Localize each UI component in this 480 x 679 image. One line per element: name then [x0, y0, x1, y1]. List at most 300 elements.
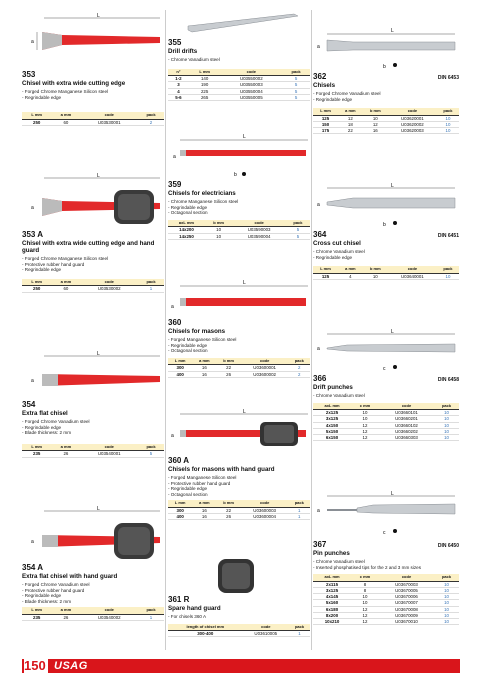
feature: - Chrome Manganese Silicon steel	[168, 199, 239, 204]
table-cell: 5-6	[168, 94, 189, 100]
table-cell: 10	[434, 416, 459, 422]
col-header: n°	[168, 69, 189, 76]
table-cell: 400	[168, 514, 192, 520]
table-cell: U03670005	[379, 587, 434, 593]
table-cell: 1-2	[168, 76, 189, 82]
table-cell: 10	[434, 435, 459, 441]
col-header: pack	[289, 624, 310, 631]
table-cell: 10	[434, 600, 459, 606]
table-row	[22, 614, 164, 620]
spec-table	[168, 358, 310, 378]
feature-list	[168, 199, 310, 216]
table-cell: 18	[338, 121, 363, 127]
feature-list	[313, 249, 459, 260]
feature: - Octagonal section	[168, 491, 208, 497]
din-standard: DIN 6458	[437, 377, 459, 383]
chisel-360A-image	[168, 406, 310, 456]
feature-list	[168, 57, 310, 63]
dim-label-b: b	[383, 222, 386, 228]
spec-table	[22, 444, 164, 458]
table-cell: 2	[289, 371, 310, 377]
product-367	[313, 486, 459, 625]
drift-355-image	[168, 10, 310, 38]
table-row	[22, 451, 164, 457]
spec-table	[313, 403, 459, 442]
product-353	[22, 10, 164, 126]
feature: - Forged Chrome Manganese Silicon steel	[22, 89, 109, 94]
table-cell: 10	[434, 428, 459, 434]
dim-label-c: c	[383, 530, 386, 536]
col-header: c mm	[351, 403, 379, 410]
table-cell: 5	[286, 227, 310, 233]
table-row	[168, 358, 310, 365]
product-code: 364	[313, 230, 327, 239]
spec-table	[168, 69, 310, 101]
dim-label-a: a	[171, 304, 174, 310]
table-cell: 10	[434, 594, 459, 600]
feature: - Regrindable edge	[22, 267, 62, 273]
table-cell: 1	[138, 614, 164, 620]
table-cell: U03590004	[232, 233, 286, 239]
col-header: b mm	[216, 500, 240, 507]
spec-table	[168, 500, 310, 520]
col-header: axL mm	[313, 574, 351, 581]
spec-table	[168, 624, 310, 638]
table-cell: 5	[282, 88, 310, 94]
table-row	[168, 371, 310, 377]
col-header: L mm	[313, 108, 338, 115]
col-header: L mm	[22, 279, 51, 286]
table-cell: U03530001	[80, 119, 138, 125]
table-cell: 22	[216, 365, 240, 371]
table-cell: 125	[313, 273, 338, 279]
feature: - Blade thickness: 2 mm	[22, 598, 72, 604]
spec-table	[168, 220, 310, 240]
table-row	[22, 286, 164, 292]
col-header: code	[80, 112, 138, 119]
feature: - Regrindable edge	[313, 96, 353, 102]
table-cell: 5	[138, 451, 164, 457]
table-row	[22, 119, 164, 125]
dim-label-a: a	[317, 202, 320, 208]
table-cell: U03550002	[220, 76, 282, 82]
table-cell: 2x115	[313, 581, 351, 587]
table-cell: U03660303	[379, 435, 434, 441]
table-cell: U03600001	[241, 365, 289, 371]
table-row	[313, 619, 459, 625]
product-code: 362	[313, 72, 327, 81]
table-cell: 5	[282, 94, 310, 100]
column-divider	[311, 10, 312, 650]
chisel-353A-image	[22, 172, 164, 230]
feature-list	[22, 419, 164, 436]
col-header: code	[232, 220, 286, 227]
product-title: Chisels for electricians	[168, 190, 236, 197]
dim-label-a: a	[31, 205, 34, 211]
dim-label-L: L	[97, 13, 100, 19]
feature: - Octagonal section	[168, 210, 208, 216]
table-cell: 60	[51, 119, 80, 125]
table-cell: 10	[205, 233, 232, 239]
table-cell: 16	[192, 365, 216, 371]
table-cell: 10	[205, 227, 232, 233]
product-title: Chisel with extra wide cutting edge and hand guard	[22, 240, 155, 254]
feature-list	[22, 256, 164, 273]
col-header: b mm	[205, 220, 232, 227]
table-cell: 26	[51, 451, 80, 457]
col-header: length of chisel mm	[168, 624, 243, 631]
table-cell: 4x145	[313, 594, 351, 600]
col-header: code	[379, 403, 434, 410]
table-cell: 14x250	[168, 233, 205, 239]
feature: - Regrindable edge	[168, 486, 208, 492]
table-row	[168, 514, 310, 520]
table-cell: U03660102	[379, 422, 434, 428]
table-cell: 60	[51, 286, 80, 292]
feature: - Regrindable edge	[168, 342, 208, 348]
dim-label-a: a	[317, 346, 320, 352]
spec-table	[22, 112, 164, 126]
product-code: 360	[168, 318, 182, 327]
col-header: a mm	[192, 500, 216, 507]
col-header: a mm	[338, 266, 363, 273]
dim-label-a: a	[171, 433, 174, 439]
table-cell: 12	[351, 422, 379, 428]
table-cell: 2	[138, 119, 164, 125]
table-cell: 3x125	[313, 416, 351, 422]
product-355	[168, 10, 310, 101]
table-cell: 14x200	[168, 227, 205, 233]
feature: - Blade thickness: 2 mm	[22, 430, 72, 436]
table-cell: 10	[351, 416, 379, 422]
product-title: Chisels for masons	[168, 328, 226, 335]
col-header: a mm	[51, 112, 80, 119]
product-title: Extra flat chisel	[22, 410, 68, 417]
feature: - Forged Manganese Silicon steel	[168, 337, 237, 342]
table-row	[22, 444, 164, 451]
product-354	[22, 350, 164, 458]
feature-list	[168, 614, 310, 620]
col-header: pack	[434, 403, 459, 410]
table-cell: 16	[363, 128, 388, 134]
dim-label-L: L	[243, 280, 246, 286]
punch-366-image	[313, 328, 459, 374]
table-cell: 8x200	[313, 612, 351, 618]
table-cell: U03620003	[388, 128, 437, 134]
table-cell: 3x125	[313, 587, 351, 593]
table-cell: 8	[351, 581, 379, 587]
feature: - Chrome Vanadium steel	[168, 57, 220, 62]
table-cell: 250	[22, 119, 51, 125]
table-row	[22, 112, 164, 119]
col-header: code	[241, 358, 289, 365]
hand-guard-361R-image	[168, 555, 310, 595]
table-cell: 10	[351, 410, 379, 416]
table-cell: 400	[168, 371, 192, 377]
table-cell: 300	[168, 365, 192, 371]
feature: - Protective rubber hand guard	[22, 261, 85, 267]
brand-logo: USAG	[54, 660, 88, 672]
col-header: a mm	[51, 279, 80, 286]
table-cell: U03530002	[80, 286, 138, 292]
chisel-359-image	[168, 128, 310, 180]
table-cell: U03670003	[379, 581, 434, 587]
col-header: L mm	[168, 500, 192, 507]
product-361R	[168, 555, 310, 637]
table-cell: 16	[192, 507, 216, 513]
table-cell: U03670007	[379, 600, 434, 606]
table-cell: 4x150	[313, 422, 351, 428]
feature: - Octagonal section	[168, 348, 208, 354]
table-cell: 22	[338, 128, 363, 134]
table-cell: 26	[51, 614, 80, 620]
table-cell: 10	[437, 128, 459, 134]
table-cell: U03540002	[80, 614, 138, 620]
table-cell: 10	[351, 594, 379, 600]
col-header: code	[80, 607, 138, 614]
table-row	[22, 607, 164, 614]
table-cell: 12	[351, 428, 379, 434]
table-row	[168, 220, 310, 227]
table-cell: 150	[313, 121, 338, 127]
product-360	[168, 272, 310, 378]
table-row	[313, 128, 459, 134]
table-cell: 190	[189, 82, 221, 88]
dim-label-a: a	[31, 378, 34, 384]
table-cell: 6x180	[313, 606, 351, 612]
table-cell: 26	[216, 514, 240, 520]
col-header: code	[388, 108, 437, 115]
table-cell: 225	[189, 88, 221, 94]
table-row	[313, 266, 459, 273]
col-header: axL mm	[313, 403, 351, 410]
dim-label-a: a	[31, 539, 34, 545]
dim-label-a: a	[317, 508, 320, 514]
table-cell: 12	[351, 612, 379, 618]
product-title: Chisels	[313, 82, 336, 89]
table-row	[168, 624, 310, 631]
col-header: code	[220, 69, 282, 76]
product-code: 353	[22, 70, 36, 79]
table-cell: U03600003	[241, 507, 289, 513]
col-header: pack	[282, 69, 310, 76]
product-title: Chisel with extra wide cutting edge	[22, 80, 126, 87]
col-header: pack	[138, 279, 164, 286]
product-362	[313, 10, 459, 134]
feature: - Regrindable edge	[22, 94, 62, 100]
feature: - Forged Chrome Vanadium steel	[313, 91, 381, 96]
col-header: code	[379, 574, 434, 581]
col-header: b mm	[216, 358, 240, 365]
table-cell: U03620002	[388, 121, 437, 127]
col-header: b mm	[363, 266, 388, 273]
feature: - Chrome Vanadium steel	[313, 559, 365, 564]
table-cell: U03670009	[379, 612, 434, 618]
product-360A	[168, 406, 310, 520]
col-header: code	[80, 444, 138, 451]
col-header: a mm	[51, 607, 80, 614]
table-cell: 235	[22, 451, 51, 457]
table-cell: 10	[434, 606, 459, 612]
dim-label-b: b	[234, 172, 237, 178]
table-cell: 10	[434, 410, 459, 416]
col-header: code	[243, 624, 290, 631]
table-cell: U03600002	[241, 371, 289, 377]
table-cell: U03550004	[220, 88, 282, 94]
table-cell: 10	[363, 273, 388, 279]
table-cell: 16	[192, 514, 216, 520]
table-cell: U03610005	[243, 631, 290, 637]
feature: - Chrome Vanadium steel	[313, 249, 365, 254]
table-cell: 175	[313, 128, 338, 134]
col-header: pack	[138, 607, 164, 614]
product-code: 354	[22, 400, 36, 409]
product-366	[313, 328, 459, 441]
feature: - Regrindable edge	[22, 424, 62, 430]
col-header: c mm	[351, 574, 379, 581]
spec-table	[313, 266, 459, 280]
table-cell: U03660202	[379, 428, 434, 434]
col-header: pack	[286, 220, 310, 227]
product-title: Cross cut chisel	[313, 240, 361, 247]
product-code: 360 A	[168, 456, 190, 465]
table-cell: U03670010	[379, 619, 434, 625]
table-cell: 10	[437, 115, 459, 121]
col-header: a mm	[192, 358, 216, 365]
dim-label-a: a	[173, 154, 176, 160]
table-cell: U03640001	[388, 273, 437, 279]
product-code: 355	[168, 38, 182, 47]
feature: - Regrindable edge	[168, 204, 208, 210]
col-header: pack	[138, 444, 164, 451]
col-header: axL mm	[168, 220, 205, 227]
feature: - Forged Manganese Silicon steel	[168, 475, 237, 480]
spec-table	[22, 279, 164, 293]
col-header: L mm	[22, 607, 51, 614]
table-cell: U03590003	[232, 227, 286, 233]
table-cell: 5	[282, 82, 310, 88]
table-cell: 140	[189, 76, 221, 82]
col-header: code	[80, 279, 138, 286]
table-cell: U03600004	[241, 514, 289, 520]
din-standard: DIN 6450	[437, 543, 459, 549]
col-header: pack	[289, 500, 310, 507]
col-header: pack	[437, 108, 459, 115]
dim-label-c: c	[383, 366, 386, 372]
col-header: pack	[289, 358, 310, 365]
table-cell: 5	[282, 76, 310, 82]
dim-label-L: L	[97, 506, 100, 512]
col-header: pack	[138, 112, 164, 119]
table-cell: 1	[289, 631, 310, 637]
table-row	[313, 435, 459, 441]
table-cell: U03660201	[379, 416, 434, 422]
feature: - Protective rubber hand guard	[168, 480, 231, 486]
chisel-364-image	[313, 180, 459, 230]
table-row	[168, 69, 310, 76]
product-code: 353 A	[22, 230, 44, 239]
chisel-354-image	[22, 350, 164, 400]
feature: - Protective rubber hand guard	[22, 587, 85, 593]
spec-table	[22, 607, 164, 621]
table-cell: 4	[338, 273, 363, 279]
product-code: 361 R	[168, 595, 190, 604]
table-cell: U03660101	[379, 410, 434, 416]
product-title: Drill drifts	[168, 48, 198, 55]
table-cell: 10	[437, 121, 459, 127]
dim-label-L: L	[391, 491, 394, 497]
table-row	[313, 403, 459, 410]
product-title: Extra flat chisel with hand guard	[22, 573, 118, 580]
product-364	[313, 180, 459, 280]
table-cell: 1	[289, 507, 310, 513]
din-standard: DIN 6453	[437, 75, 459, 81]
chisel-362-image	[313, 10, 459, 72]
table-cell: 10	[434, 422, 459, 428]
table-row	[313, 574, 459, 581]
chisel-354A-image	[22, 503, 164, 563]
table-cell: 26	[216, 371, 240, 377]
col-header: code	[388, 266, 437, 273]
product-code: 366	[313, 374, 327, 383]
table-cell: 3	[168, 82, 189, 88]
dim-label-b: b	[383, 64, 386, 70]
table-cell: 10x210	[313, 619, 351, 625]
product-title: Spare hand guard	[168, 605, 221, 612]
feature: - Inserted phosphatised tips for the 2 and 3 mm sizes	[313, 564, 422, 570]
feature-list	[168, 475, 310, 497]
feature: - Regrindable edge	[22, 593, 62, 599]
col-header: b mm	[363, 108, 388, 115]
table-cell: 10	[434, 581, 459, 587]
chisel-353-image	[22, 10, 164, 70]
feature-list	[22, 89, 164, 100]
dim-label-L: L	[243, 134, 246, 140]
spec-table	[313, 574, 459, 625]
column-divider	[165, 10, 166, 650]
table-cell: 6x150	[313, 435, 351, 441]
table-cell: 22	[216, 507, 240, 513]
table-cell: U03550005	[220, 94, 282, 100]
chisel-360-image	[168, 272, 310, 318]
col-header: L mm	[189, 69, 221, 76]
table-cell: 1	[289, 514, 310, 520]
table-cell: 12	[338, 115, 363, 121]
table-cell: 12	[351, 606, 379, 612]
table-cell: 4	[168, 88, 189, 94]
spec-table	[313, 108, 459, 134]
table-cell: 5x160	[313, 600, 351, 606]
product-code: 367	[313, 540, 327, 549]
table-cell: 12	[351, 619, 379, 625]
table-row	[168, 233, 310, 239]
product-359	[168, 128, 310, 240]
feature: - Forged Chrome Vanadium steel	[22, 582, 90, 587]
feature-list	[313, 91, 459, 102]
table-cell: 16	[192, 371, 216, 377]
din-standard: DIN 6451	[437, 233, 459, 239]
table-cell: 5x150	[313, 428, 351, 434]
col-header: L mm	[168, 358, 192, 365]
col-header: a mm	[338, 108, 363, 115]
dim-label-L: L	[391, 183, 394, 189]
table-cell: 12	[351, 435, 379, 441]
dim-label-L: L	[391, 28, 394, 34]
page-number: 150	[24, 658, 46, 673]
dim-label-L: L	[243, 409, 246, 415]
table-cell: U03670006	[379, 594, 434, 600]
table-row	[313, 108, 459, 115]
